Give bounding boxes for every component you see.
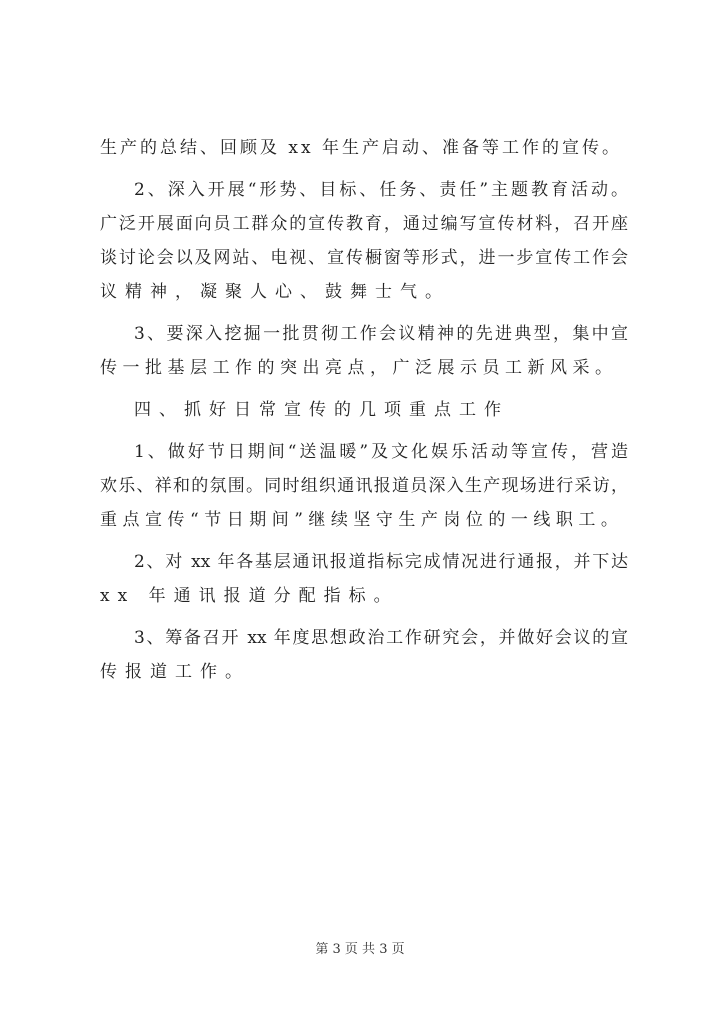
text-line: 谈讨论会以及网站、电视、宣传橱窗等形式，进一步宣传工作会	[100, 248, 628, 268]
document-body	[100, 131, 628, 697]
text-line: xx 年通讯报道分配指标。	[100, 586, 399, 606]
paragraph	[100, 317, 628, 385]
text-line: 3、筹备召开 xx 年度思想政治工作研究会，并做好会议的宣	[134, 628, 628, 648]
paragraph	[100, 131, 628, 165]
text-line: 重点宣传“节日期间”继续坚守生产岗位的一线职工。	[100, 510, 624, 530]
text-line: 传一批基层工作的突出亮点，广泛展示员工新风采。	[100, 358, 618, 378]
text-line: 议精神，凝聚人心、鼓舞士气。	[100, 282, 450, 302]
paragraph	[100, 393, 628, 427]
text-line: 广泛开展面向员工群众的宣传教育，通过编写宣传材料，召开座	[100, 214, 628, 234]
text-line: 欢乐、祥和的氛围。同时组织通讯报道员深入生产现场进行采访，	[100, 476, 628, 496]
paragraph	[100, 435, 628, 537]
page-footer: 第 3 页 共 3 页	[315, 942, 405, 957]
paragraph	[100, 173, 628, 309]
text-line: 生产的总结、回顾及 xx 年生产启动、准备等工作的宣传。	[100, 138, 622, 158]
paragraph	[100, 545, 628, 613]
paragraph	[100, 621, 628, 689]
text-line: 2、对 xx 年各基层通讯报道指标完成情况进行通报，并下达	[134, 552, 628, 572]
text-line: 2、深入开展“形势、目标、任务、责任”主题教育活动。	[134, 180, 628, 200]
text-line: 1、做好节日期间“送温暖”及文化娱乐活动等宣传，营造	[134, 442, 628, 462]
text-line: 传报道工作。	[100, 662, 250, 682]
text-line: 四、抓好日常宣传的几项重点工作	[134, 400, 509, 420]
text-line: 3、要深入挖掘一批贯彻工作会议精神的先进典型，集中宣	[134, 324, 628, 344]
